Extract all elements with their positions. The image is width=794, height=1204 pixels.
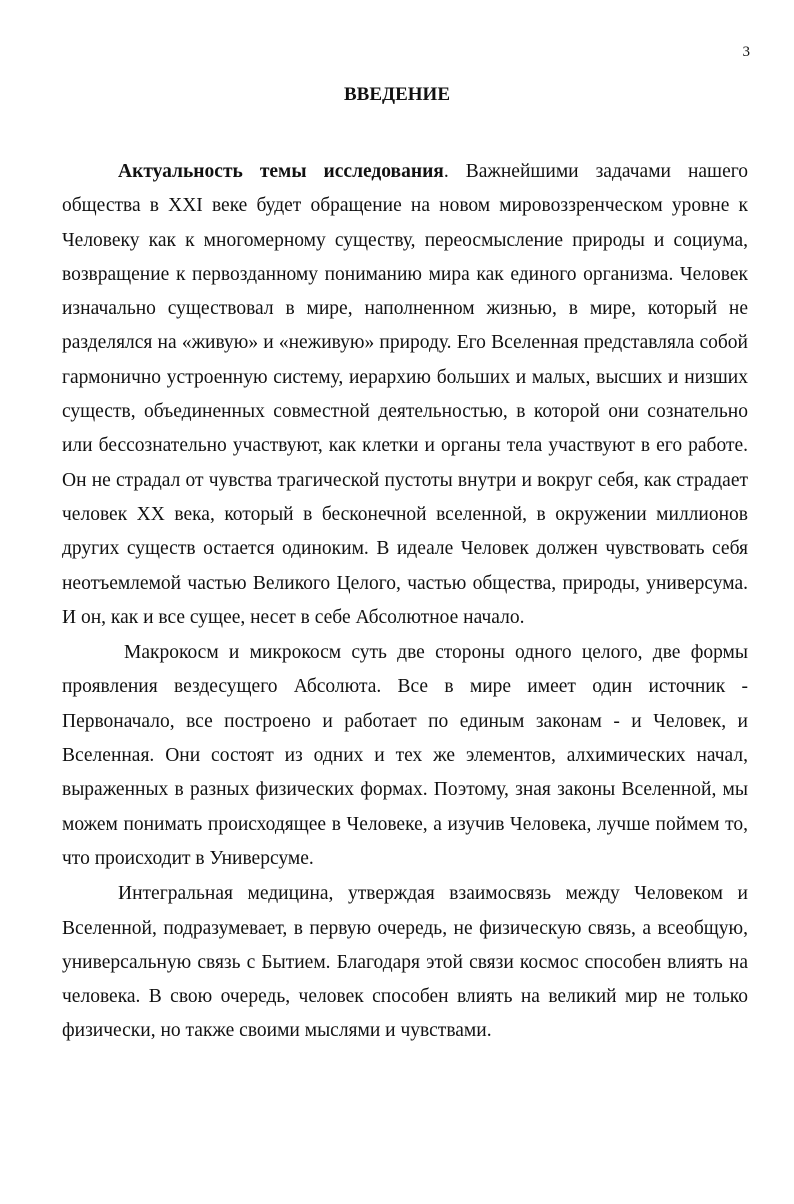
paragraph-macrocosm: Макрокосм и микрокосм суть две стороны одного целого, две формы проявления вездесущего Абсолюта. Все в мире имеет один источник - Первоначало, все построено и работает по единым законам - и Человек, и Вселенная. Они состоят из одних и тех же элементов, алхимических начал, выраженных в разных физических формах. Поэтому, зная законы Вселенной, мы можем понимать происходящее в Человеке, а изучив Человека, лучше поймем то, что происходит в Универсуме.	[62, 642, 748, 869]
page-number: 3	[742, 44, 750, 60]
page-title: ВВЕДЕНИЕ	[344, 84, 450, 105]
document-body	[62, 155, 748, 1049]
paragraph-relevance	[62, 155, 748, 635]
paragraph-lead-heading: Актуальность темы исследования	[118, 161, 444, 182]
paragraph-integral-medicine: Интегральная медицина, утверждая взаимосвязь между Человеком и Вселенной, подразумевает, в первую очередь, не физическую связь, а всеобщую, универсальную связь с Бытием. Благодаря этой связи космос способен влиять на человека. В свою очередь, человек способен влиять на великий мир не только физически, но также своими мыслями и чувствами.	[62, 883, 748, 1042]
paragraph-text: . Важнейшими задачами нашего общества в XXI веке будет обращение на новом мировоззренческом уровне к Человеку как к многомерному существу, переосмысление природы и социума, возвращение к первозданному пониманию мира как единого организма. Человек изначально существовал в мире, наполненном жизнью, в мире, который не разделялся на «живую» и «неживую» природу. Его Вселенная представляла собой гармонично устроенную систему, иерархию больших и малых, высших и низших существ, объединенных совместной деятельностью, в которой они сознательно или бессознательно участвуют, как клетки и органы тела участвуют в его работе. Он не страдал от чувства трагической пустоты внутри и вокруг себя, как страдает человек XX века, который в бесконечной вселенной, в окружении миллионов других существ остается одиноким. В идеале Человек должен чувствовать себя неотъемлемой частью Великого Целого, частью общества, природы, универсума. И он, как и все сущее, несет в себе Абсолютное начало.	[62, 161, 748, 628]
